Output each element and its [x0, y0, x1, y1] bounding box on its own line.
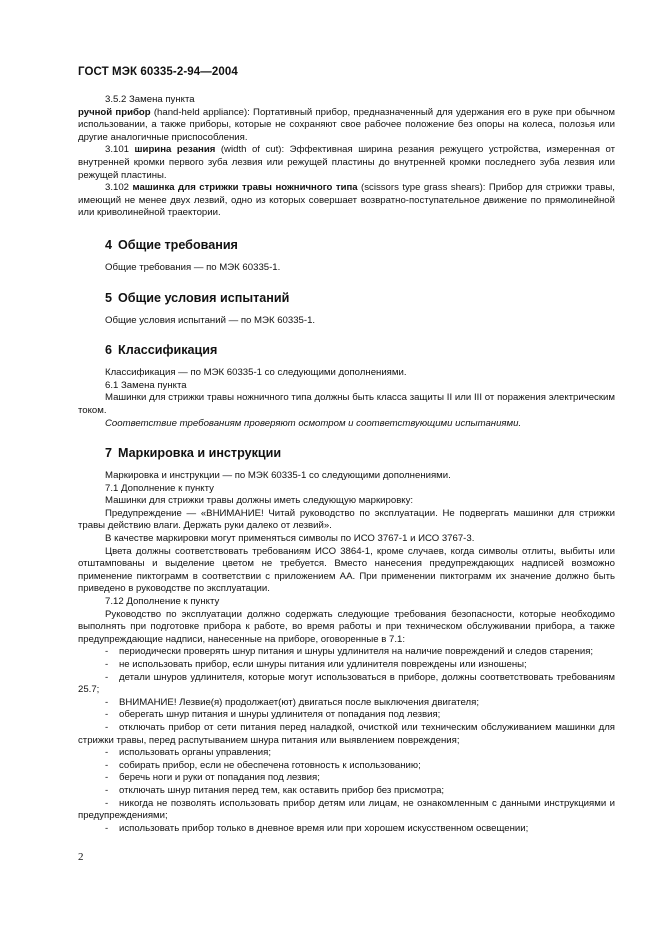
list-item-text: использовать органы управления;: [119, 747, 272, 759]
list-dash: -: [105, 646, 109, 658]
list-item-text: собирать прибор, если не обеспечена готовность к использованию;: [119, 759, 421, 771]
clause-number: 3.102: [105, 182, 133, 194]
list-dash: -: [105, 822, 109, 834]
clause-3-5-2: 3.5.2 Замена пункта: [105, 94, 195, 105]
section-number: 7: [105, 446, 113, 461]
list-dash: -: [105, 784, 109, 796]
term-scissors-shears: машинка для стрижки травы ножничного типа: [132, 182, 358, 194]
list-item: [78, 798, 615, 823]
definition-scissors-shears: [78, 182, 615, 220]
list-item: [78, 709, 615, 722]
page-number: 2: [78, 851, 84, 863]
list-item-text: никогда не позволять использовать прибор детям или лицам, не ознакомленным с данными инструкциями и предупреждениями;: [78, 797, 615, 822]
list-dash: -: [105, 671, 109, 683]
list-item-text: не использовать прибор, если шнуры питания или удлинителя повреждены или изношены;: [119, 659, 527, 670]
definition-text: (scissors type grass shears): Прибор для стрижки травы, имеющий не менее двух лезвий, одно из которых совершает возвратно-поступательное движение по прямолинейной или криволинейной траектории.: [78, 182, 615, 219]
list-item-text: беречь ноги и руки от попадания под лезвия;: [119, 772, 320, 784]
list-dash: -: [105, 709, 109, 721]
compliance-note: Соответствие требованиям проверяют осмотром и соответствующими испытаниями.: [105, 417, 522, 429]
term-width-of-cut: ширина резания: [134, 144, 216, 156]
page-header: ГОСТ МЭК 60335-2-94—2004: [78, 66, 238, 78]
section-title: Общие условия испытаний: [118, 290, 290, 305]
document-body: [78, 94, 615, 835]
section-heading-4: [105, 238, 615, 253]
clause-6-1: 6.1 Замена пункта: [105, 379, 187, 391]
list-dash: -: [105, 659, 109, 670]
colors-text: Цвета должны соответствовать требованиям ИСО 3864-1, кроме случаев, когда символы отлиты, выбиты или отштампованы и выделение цветом не требуется. Вместо нанесения предупреждающих надписей возможно применение пиктограмм в соответствии с приложением АА. При применении пиктограмм их значение должно быть приведено в руководстве по эксплуатации.: [78, 545, 615, 595]
clause-number: 3.101: [105, 144, 135, 156]
section-number: 5: [105, 290, 113, 305]
list-item: [78, 659, 615, 672]
clause-7-1: 7.1 Дополнение к пункту: [105, 482, 214, 494]
list-dash: -: [105, 696, 109, 708]
symbols-text: В качестве маркировки могут применяться символы по ИСО 3767-1 и ИСО 3767-3.: [105, 533, 475, 545]
list-item: [78, 672, 615, 697]
list-dash: -: [105, 772, 109, 784]
clause-7-12-text: Руководство по эксплуатации должно содержать следующие требования безопасности, которые необходимо выполнять при подготовке прибора к работе, во время работы и при техническом обслуживании прибора, а также предупреждающие надписи, нанесенные на приборе, оговоренные в 7.1:: [78, 608, 615, 645]
list-item-text: ВНИМАНИЕ! Лезвие(я) продолжает(ют) двигаться после выключения двигателя;: [119, 696, 480, 708]
list-item-text: использовать прибор только в дневное время или при хорошем искусственном освещении;: [119, 822, 529, 834]
list-item-text: детали шнуров удлинителя, которые могут использоваться в приборе, должны соответствовать требованиям 25.7;: [78, 671, 615, 696]
section-heading-7: [105, 446, 615, 461]
list-item-text: периодически проверять шнур питания и шнуры удлинителя на наличие повреждений и следов старения;: [119, 646, 594, 658]
list-item-text: отключать шнур питания перед тем, как оставить прибор без присмотра;: [119, 784, 445, 796]
clause-6-1-text: Машинки для стрижки травы ножничного типа должны быть класса защиты II или III от поражения электрическим током.: [78, 392, 615, 416]
section-4-text: Общие требования — по МЭК 60335-1.: [105, 261, 281, 273]
definition-width-of-cut: [78, 144, 615, 182]
section-title: Общие требования: [118, 237, 238, 252]
list-item-text: оберегать шнур питания и шнуры удлинителя от попадания под лезвия;: [119, 709, 441, 721]
section-heading-6: [105, 343, 615, 358]
section-title: Маркировка и инструкции: [118, 446, 282, 461]
list-item: [78, 722, 615, 747]
section-7-text: Маркировка и инструкции — по МЭК 60335-1 со следующими дополнениями.: [105, 470, 451, 482]
section-title: Классификация: [118, 343, 218, 358]
warning-text: Предупреждение — «ВНИМАНИЕ! Читай руководство по эксплуатации. Не подвергать машинки для стрижки травы действию влаги. Держать руки далеко от лезвий».: [78, 507, 615, 532]
list-item: [78, 772, 615, 785]
definition-text: (hand-held appliance): Портативный прибор, предназначенный для удержания его в руке при обычном использовании, а также приборы, которые не сохраняют свое рабочее положение без опоры на колеса, полозья или другие аналогичные приспособления.: [78, 106, 615, 143]
list-item-text: отключать прибор от сети питания перед наладкой, очисткой или техническим обслуживанием машинки для стрижки травы, перед распутыванием шнура питания или выявлением повреждения;: [78, 721, 615, 746]
list-item: [78, 697, 615, 710]
list-item: [78, 785, 615, 798]
list-item: [78, 760, 615, 773]
list-dash: -: [105, 759, 109, 771]
term-hand-held: ручной прибор: [78, 106, 151, 118]
section-5-text: Общие условия испытаний — по МЭК 60335-1.: [105, 314, 316, 326]
clause-7-1-text: Машинки для стрижки травы должны иметь следующую маркировку:: [105, 495, 414, 507]
section-heading-5: [105, 291, 615, 306]
list-dash: -: [105, 721, 109, 733]
section-6-text: Классификация — по МЭК 60335-1 со следующими дополнениями.: [105, 367, 407, 379]
list-item: [78, 646, 615, 659]
list-dash: -: [105, 797, 109, 809]
definition-text: (width of cut): Эффективная ширина резания режущего устройства, измеренная от внутренней кромки первого зуба лезвия или режущей пластины до внутренней кромки последнего зуба лезвия или режущей пластины.: [78, 144, 615, 181]
list-dash: -: [105, 747, 109, 759]
definition-hand-held: [78, 107, 615, 145]
list-item: [78, 747, 615, 760]
list-item: [78, 823, 615, 836]
section-number: 6: [105, 343, 113, 358]
section-number: 4: [105, 237, 113, 252]
clause-7-12: 7.12 Дополнение к пункту: [105, 596, 220, 608]
